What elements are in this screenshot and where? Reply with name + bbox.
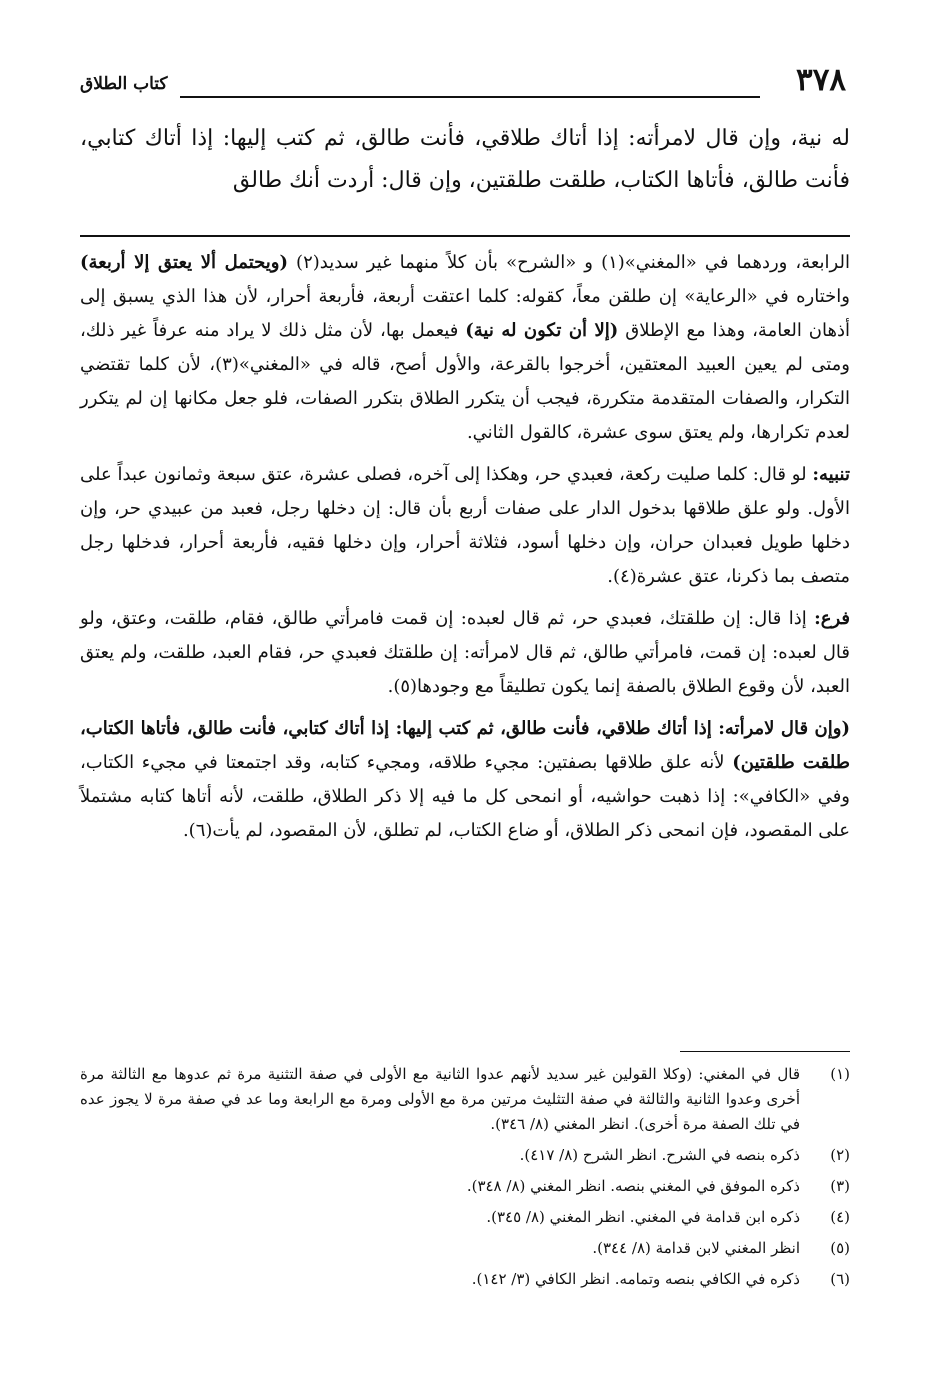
matn-divider <box>80 235 850 237</box>
commentary-paragraph <box>80 246 850 450</box>
page-header <box>80 62 850 102</box>
commentary-paragraph <box>80 602 850 704</box>
matn-quote: (وإن قال لامرأته: إذا أتاك طلاقي، فأنت طالق، ثم كتب إليها: إذا أتاك كتابي، فأنت طالق، فأتاها الكتاب، طلقت طلقتين) <box>80 718 850 773</box>
text-run: واختاره في «الرعاية» إن طلقن معاً، كقوله: كلما اعتقت أربعة، فأربعة أحرار، لأن هذا الذي يسبق إلى أذهان العامة، وهذا مع الإطلاق <box>80 286 851 341</box>
running-title: كتاب الطلاق <box>80 74 168 94</box>
footnote-number: (١) <box>830 1065 850 1083</box>
footnote <box>80 1236 850 1261</box>
footnote-number: (٥) <box>830 1239 850 1257</box>
page-number: ٣٧٨ <box>796 62 846 98</box>
footnote-text: قال في المغني: (وكلا القولين غير سديد لأنهم عدوا الثانية مع الأولى في صفة التثنية مرة ثم عدوها مع الثالثة مرة أخرى وعدوا الثانية والثالثة في صفة التثليث مرتين مرة مع الأولى ومرة مع الرابعة وما عد في صفة مرة لا يجوز عده في تلك الصفة مرة أخرى). انظر المغني (٨/ ٣٤٦). <box>80 1065 800 1133</box>
commentary-paragraph <box>80 712 850 848</box>
footnote <box>80 1205 850 1230</box>
text-run: لأنه علق طلاقها بصفتين: مجيء طلاقه، ومجيء كتابه، وقد اجتمعتا في مجيء الكتاب، وفي «الكافي»: إذا ذهبت حواشيه، أو انمحى كل ما فيه إلا ذكر الطلاق، طلقت، لأنه أتاها كتابه مشتملاً على المقصود، فإن انمحى ذكر الطلاق، أو ضاع الكتاب، لم تطلق، لأن المقصود، لم يأت(٦). <box>80 752 850 841</box>
footnote <box>80 1267 850 1292</box>
footnote-text: ذكره ابن قدامة في المغني. انظر المغني (٨/ ٣٤٥). <box>486 1208 800 1226</box>
footnote-text: ذكره في الكافي بنصه وتمامه. انظر الكافي (٣/ ١٤٢). <box>471 1270 800 1288</box>
matn-text: له نية، وإن قال لامرأته: إذا أتاك طلاقي، فأنت طالق، ثم كتب إليها: إذا أتاك كتابي، فأنت طالق، فأتاها الكتاب، طلقت طلقتين، وإن قال: أردت أنك طالق <box>80 126 850 193</box>
text-run: الرابعة، وردهما في «المغني»(١) و «الشرح» بأن كلاً منهما غير سديد(٢) <box>287 252 850 273</box>
footnote <box>80 1174 850 1199</box>
footnote <box>80 1143 850 1168</box>
header-rule <box>180 96 760 98</box>
note-label: فرع: <box>814 608 850 629</box>
footnote <box>80 1062 850 1137</box>
text-run: إذا قال: إن طلقتك، فعبدي حر، ثم قال لعبده: إن قمت فامرأتي طالق، فقام، طلقت، وعتق، ولو قال لعبده: إن قمت، فامرأتي طالق، ثم قال لامرأته: إن طلقتك فعبدي حر، فقام العبد، طلقت، ولم يعتق العبد، لأن وقوع الطلاق بالصفة إنما يكون تطليقاً مع وجودها(٥). <box>80 608 850 697</box>
footnote-number: (٢) <box>830 1146 850 1164</box>
note-label: تنبيه: <box>812 464 850 485</box>
matn-quote: (إلا أن تكون له نية) <box>465 320 619 341</box>
commentary-text <box>80 246 850 856</box>
matn-quote: (ويحتمل ألا يعتق إلا أربعة) <box>80 252 288 273</box>
text-run: لو قال: كلما صليت ركعة، فعبدي حر، وهكذا إلى آخره، فصلى عشرة، عتق سبعة وثمانون عبداً على الأول. ولو علق طلاقها بدخول الدار على صفات أربع بأن قال: إن دخلها رجل، فعبد من عبيدي حر، وإن دخلها طويل فعبدان حران، وإن دخلها أسود، فثلاثة أحرار، وإن دخلها فقيه، فأربعة أحرار، فدخلها رجل متصف بما ذكرنا، عتق عشرة(٤). <box>80 464 851 587</box>
footnote-text: ذكره بنصه في الشرح. انظر الشرح (٨/ ٤١٧). <box>519 1146 800 1164</box>
footnote-number: (٣) <box>830 1177 850 1195</box>
footnote-text: انظر المغني لابن قدامة (٨/ ٣٤٤). <box>592 1239 800 1257</box>
text-run: فيعمل بها، لأن مثل ذلك لا يراد منه عرفاً غير ذلك، ومتى لم يعين العبيد المعتقين، أخرجوا بالقرعة، والأول أصح، قاله في «المغني»(٣)، لأن كلما تقتضي التكرار، والصفات المتقدمة متكررة، فيجب أن يتكرر الطلاق بتكرر الصفات، فلو جعل مكانها إن لم يتكرر لعدم تكرارها، ولم يعتق سوى عشرة، كالقول الثاني. <box>80 320 850 443</box>
commentary-paragraph <box>80 458 850 594</box>
footnote-number: (٤) <box>830 1208 850 1226</box>
footnote-divider <box>680 1051 850 1052</box>
footnotes <box>80 1062 850 1298</box>
footnote-number: (٦) <box>830 1270 850 1288</box>
footnote-text: ذكره الموفق في المغني بنصه. انظر المغني (٨/ ٣٤٨). <box>466 1177 800 1195</box>
